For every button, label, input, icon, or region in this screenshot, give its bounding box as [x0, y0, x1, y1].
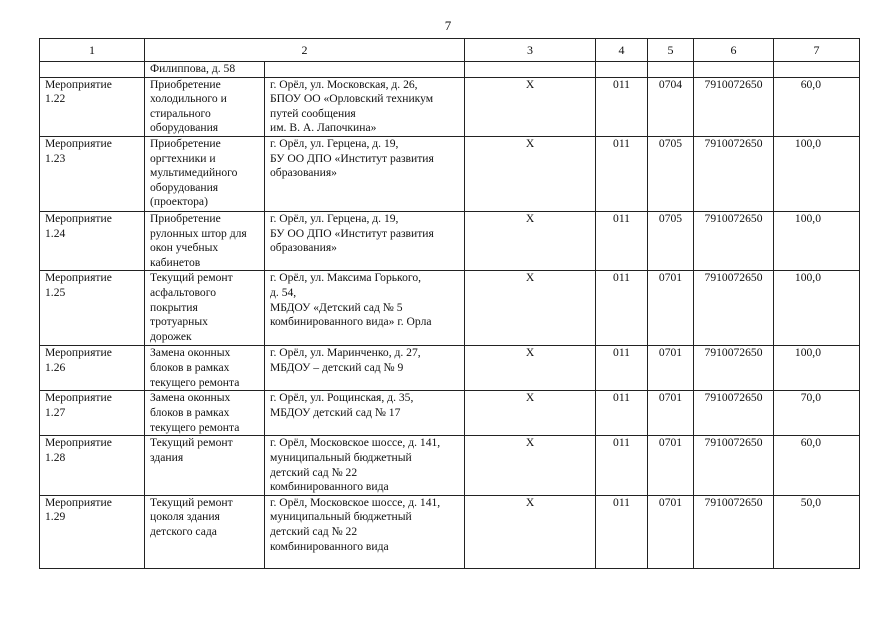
cell-measure [40, 136, 145, 211]
cell-name-text: Замена оконных блоков в рамках текущего ремонта [150, 346, 240, 389]
header-col-7: 7 [774, 39, 860, 62]
cell-code4 [596, 136, 648, 211]
cell-address-text: г. Орёл, ул. Московская, д. 26, БПОУ ОО «Орловский техникум путей сообщения им. В. А. Лапочкина» [270, 77, 434, 135]
cell-code6-text: 7910072650 [704, 77, 763, 91]
cell-mark-text: Х [525, 495, 535, 509]
cell-name [145, 136, 265, 211]
cell-measure-text: Мероприятие 1.22 [45, 77, 112, 106]
cell-code6 [694, 391, 774, 436]
header-col-1: 1 [40, 39, 145, 62]
cell-code6 [694, 62, 774, 78]
cell-code6-text: 7910072650 [704, 495, 763, 509]
cell-code4-text: 011 [613, 436, 630, 450]
cell-name: Филиппова, д. 58 [145, 62, 265, 78]
table-row [40, 436, 860, 495]
cell-code5-text: 0701 [658, 495, 683, 509]
table-row [40, 136, 860, 211]
cell-code4 [596, 271, 648, 346]
cell-measure [40, 211, 145, 270]
cell-address [265, 77, 465, 136]
cell-address-text: г. Орёл, ул. Максима Горького, д. 54, МБДОУ «Детский сад № 5 комбинированного вида» г. Орла [270, 271, 432, 329]
cell-address [265, 391, 465, 436]
cell-amount-text: 70,0 [800, 391, 821, 405]
cell-code6 [694, 136, 774, 211]
cell-address [265, 62, 465, 78]
table-row [40, 77, 860, 136]
cell-mark [465, 495, 596, 568]
cell-address [265, 436, 465, 495]
cell-name [145, 495, 265, 568]
cell-address [265, 271, 465, 346]
cell-amount [774, 211, 860, 270]
cell-mark-text: Х [525, 211, 535, 225]
cell-code5-text: 0701 [658, 436, 683, 450]
cell-name-text: Текущий ремонт цоколя здания детского сада [150, 495, 233, 538]
cell-measure [40, 495, 145, 568]
cell-mark [465, 346, 596, 391]
cell-code4-text: 011 [613, 77, 630, 91]
cell-name-text: Приобретение оргтехники и мультимедийного оборудования (проектора) [150, 136, 238, 209]
cell-measure [40, 436, 145, 495]
cell-address [265, 136, 465, 211]
cell-address-text: г. Орёл, Московское шоссе, д. 141, муниципальный бюджетный детский сад № 22 комбинированного вида [270, 436, 441, 494]
cell-code6-text: 7910072650 [704, 436, 763, 450]
cell-measure-text: Мероприятие 1.28 [45, 436, 112, 464]
cell-code5 [648, 391, 694, 436]
cell-mark [465, 391, 596, 436]
cell-measure-text: Мероприятие 1.24 [45, 211, 112, 240]
cell-measure-text: Мероприятие 1.29 [45, 495, 112, 524]
cell-measure [40, 62, 145, 78]
cell-code6 [694, 436, 774, 495]
cell-code5-text: 0705 [658, 211, 683, 225]
cell-mark [465, 436, 596, 495]
cell-code6-text: 7910072650 [704, 391, 763, 405]
cell-code4-text: 011 [613, 495, 630, 509]
cell-code4-text: 011 [613, 136, 630, 150]
page-number: 7 [444, 18, 452, 33]
cell-measure [40, 391, 145, 436]
cell-code5 [648, 346, 694, 391]
cell-name-text: Приобретение холодильного и стирального оборудования [150, 77, 227, 135]
cell-mark-text: Х [525, 271, 535, 285]
cell-mark [465, 136, 596, 211]
cell-code4 [596, 211, 648, 270]
cell-amount-text: 100,0 [794, 211, 821, 225]
cell-name [145, 346, 265, 391]
cell-code6-text: 7910072650 [704, 136, 763, 150]
cell-name [145, 211, 265, 270]
cell-amount-text: 100,0 [794, 346, 821, 360]
cell-measure [40, 271, 145, 346]
cell-code4 [596, 77, 648, 136]
cell-code5-text: 0701 [658, 346, 683, 360]
table-row [40, 271, 860, 346]
cell-name [145, 77, 265, 136]
continuation-row [40, 62, 860, 78]
cell-measure-text: Мероприятие 1.27 [45, 391, 112, 419]
header-col-2: 2 [145, 39, 465, 62]
cell-code6 [694, 271, 774, 346]
table-row [40, 391, 860, 436]
cell-code4 [596, 62, 648, 78]
cell-mark-text: Х [525, 436, 535, 450]
cell-code6-text: 7910072650 [704, 346, 763, 360]
cell-code6-text: 7910072650 [704, 211, 763, 225]
header-col-5: 5 [648, 39, 694, 62]
cell-address [265, 346, 465, 391]
cell-address-text: г. Орёл, ул. Маринченко, д. 27, МБДОУ – детский сад № 9 [270, 346, 421, 374]
cell-code4 [596, 495, 648, 568]
cell-name [145, 271, 265, 346]
cell-code5 [648, 77, 694, 136]
cell-address-text: г. Орёл, Московское шоссе, д. 141, муниципальный бюджетный детский сад № 22 комбинированного вида [270, 495, 441, 553]
cell-amount [774, 271, 860, 346]
header-row [40, 39, 860, 62]
header-col-3: 3 [465, 39, 596, 62]
cell-code5 [648, 136, 694, 211]
cell-code5-text: 0704 [658, 77, 683, 91]
cell-code5-text: 0705 [658, 136, 683, 150]
cell-amount [774, 391, 860, 436]
cell-name-text: Приобретение рулонных штор для окон учебных кабинетов [150, 211, 247, 269]
cell-mark [465, 62, 596, 78]
table-row [40, 211, 860, 270]
measures-table [39, 38, 860, 569]
cell-amount-text: 100,0 [794, 136, 821, 150]
cell-mark [465, 211, 596, 270]
cell-code4 [596, 391, 648, 436]
cell-name [145, 436, 265, 495]
cell-measure [40, 77, 145, 136]
cell-name-text: Текущий ремонт асфальтового покрытия тротуарных дорожек [150, 271, 233, 343]
cell-code4-text: 011 [613, 211, 630, 225]
cell-amount [774, 77, 860, 136]
header-col-6: 6 [694, 39, 774, 62]
cell-address-text: г. Орёл, ул. Герцена, д. 19, БУ ОО ДПО «Институт развития образования» [270, 136, 434, 180]
cell-code6 [694, 495, 774, 568]
cell-name [145, 391, 265, 436]
cell-name-text: Замена оконных блоков в рамках текущего ремонта [150, 391, 240, 434]
cell-code6 [694, 346, 774, 391]
cell-code4 [596, 436, 648, 495]
cell-mark-text: Х [525, 77, 535, 91]
cell-code5 [648, 211, 694, 270]
cell-name-text: Текущий ремонт здания [150, 436, 233, 464]
table-row [40, 495, 860, 568]
cell-amount [774, 62, 860, 78]
cell-amount-text: 100,0 [794, 271, 821, 285]
cell-mark [465, 77, 596, 136]
cell-code4-text: 011 [613, 271, 630, 285]
cell-address-text: г. Орёл, ул. Рощинская, д. 35, МБДОУ детский сад № 17 [270, 391, 414, 419]
cell-code6 [694, 77, 774, 136]
cell-amount [774, 346, 860, 391]
cell-code4-text: 011 [613, 346, 630, 360]
cell-amount-text: 60,0 [800, 436, 821, 450]
cell-amount [774, 495, 860, 568]
header-col-4: 4 [596, 39, 648, 62]
cell-amount [774, 436, 860, 495]
cell-measure-text: Мероприятие 1.23 [45, 136, 112, 165]
cell-address [265, 211, 465, 270]
cell-code5-text: 0701 [658, 391, 683, 405]
cell-code6 [694, 211, 774, 270]
cell-measure-text: Мероприятие 1.25 [45, 271, 112, 299]
cell-mark-text: Х [525, 136, 535, 150]
cell-measure-text: Мероприятие 1.26 [45, 346, 112, 374]
cell-mark [465, 271, 596, 346]
cell-code5-text: 0701 [658, 271, 683, 285]
cell-mark-text: Х [525, 391, 535, 405]
cell-amount-text: 60,0 [800, 77, 821, 91]
cell-amount-text: 50,0 [800, 495, 821, 509]
cell-address [265, 495, 465, 568]
cell-code5 [648, 62, 694, 78]
cell-code4 [596, 346, 648, 391]
cell-mark-text: Х [525, 346, 535, 360]
cell-code5 [648, 436, 694, 495]
cell-amount [774, 136, 860, 211]
cell-code5 [648, 495, 694, 568]
cell-code6-text: 7910072650 [704, 271, 763, 285]
cell-measure [40, 346, 145, 391]
cell-code5 [648, 271, 694, 346]
table-row [40, 346, 860, 391]
cell-address-text: г. Орёл, ул. Герцена, д. 19, БУ ОО ДПО «Институт развития образования» [270, 211, 434, 255]
cell-code4-text: 011 [613, 391, 630, 405]
